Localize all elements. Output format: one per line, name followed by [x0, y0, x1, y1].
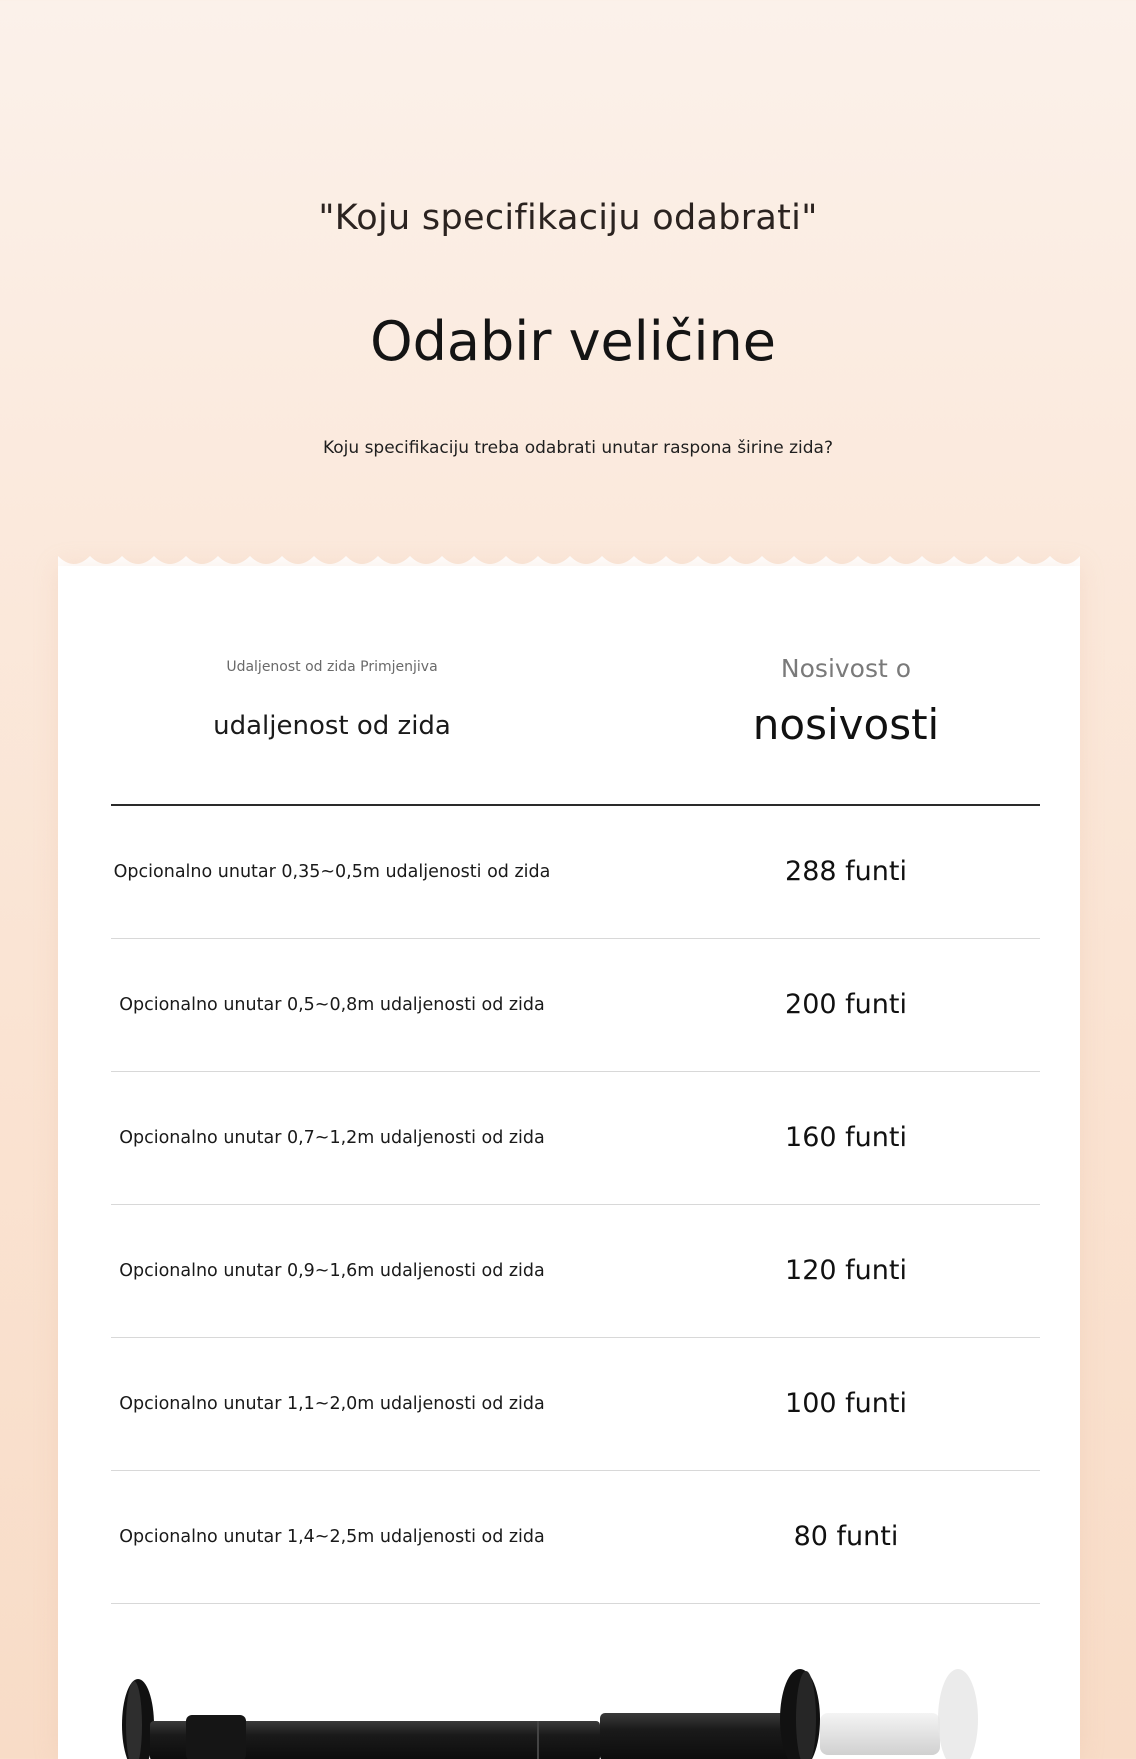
- load-capacity-cell: 80 funti: [793, 1521, 899, 1552]
- page-subtitle: Koju specifikaciju treba odabrati unutar raspona širine zida?: [322, 438, 834, 458]
- distance-range-cell: Opcionalno unutar 0,5~0,8m udaljenosti od zida: [119, 995, 545, 1015]
- table-row: [111, 1338, 1040, 1471]
- size-table-card: [58, 566, 1080, 1759]
- load-capacity-cell: 120 funti: [785, 1255, 907, 1286]
- distance-column-header: udaljenost od zida: [213, 711, 451, 741]
- ghost-end-cap: [938, 1669, 978, 1759]
- page-header: [0, 0, 1136, 560]
- distance-range-cell: Opcionalno unutar 0,7~1,2m udaljenosti od zida: [119, 1128, 545, 1148]
- spec-question-quote: "Koju specifikaciju odabrati": [318, 198, 818, 238]
- table-row: [111, 1205, 1040, 1338]
- load-capacity-cell: 200 funti: [785, 989, 907, 1020]
- table-row: [111, 806, 1040, 939]
- load-capacity-cell: 288 funti: [785, 856, 907, 887]
- distance-range-cell: Opcionalno unutar 1,1~2,0m udaljenosti od zida: [119, 1394, 545, 1414]
- tension-rod-image: [58, 1655, 1080, 1759]
- load-column-header-small: Nosivost o: [780, 654, 912, 683]
- distance-range-cell: Opcionalno unutar 0,9~1,6m udaljenosti od zida: [119, 1261, 545, 1281]
- page-title: Odabir veličine: [370, 310, 776, 373]
- distance-range-cell: Opcionalno unutar 1,4~2,5m udaljenosti od zida: [119, 1527, 545, 1547]
- load-capacity-cell: 100 funti: [785, 1388, 907, 1419]
- table-row: [111, 939, 1040, 1072]
- table-row: [111, 1471, 1040, 1604]
- load-column-header: nosivosti: [752, 700, 940, 749]
- load-capacity-cell: 160 funti: [785, 1122, 907, 1153]
- distance-range-cell: Opcionalno unutar 0,35~0,5m udaljenosti od zida: [113, 862, 551, 882]
- rod-tube-thick: [600, 1713, 790, 1759]
- distance-column-header-small: Udaljenost od zida Primjenjiva: [226, 659, 438, 675]
- table-row: [111, 1072, 1040, 1205]
